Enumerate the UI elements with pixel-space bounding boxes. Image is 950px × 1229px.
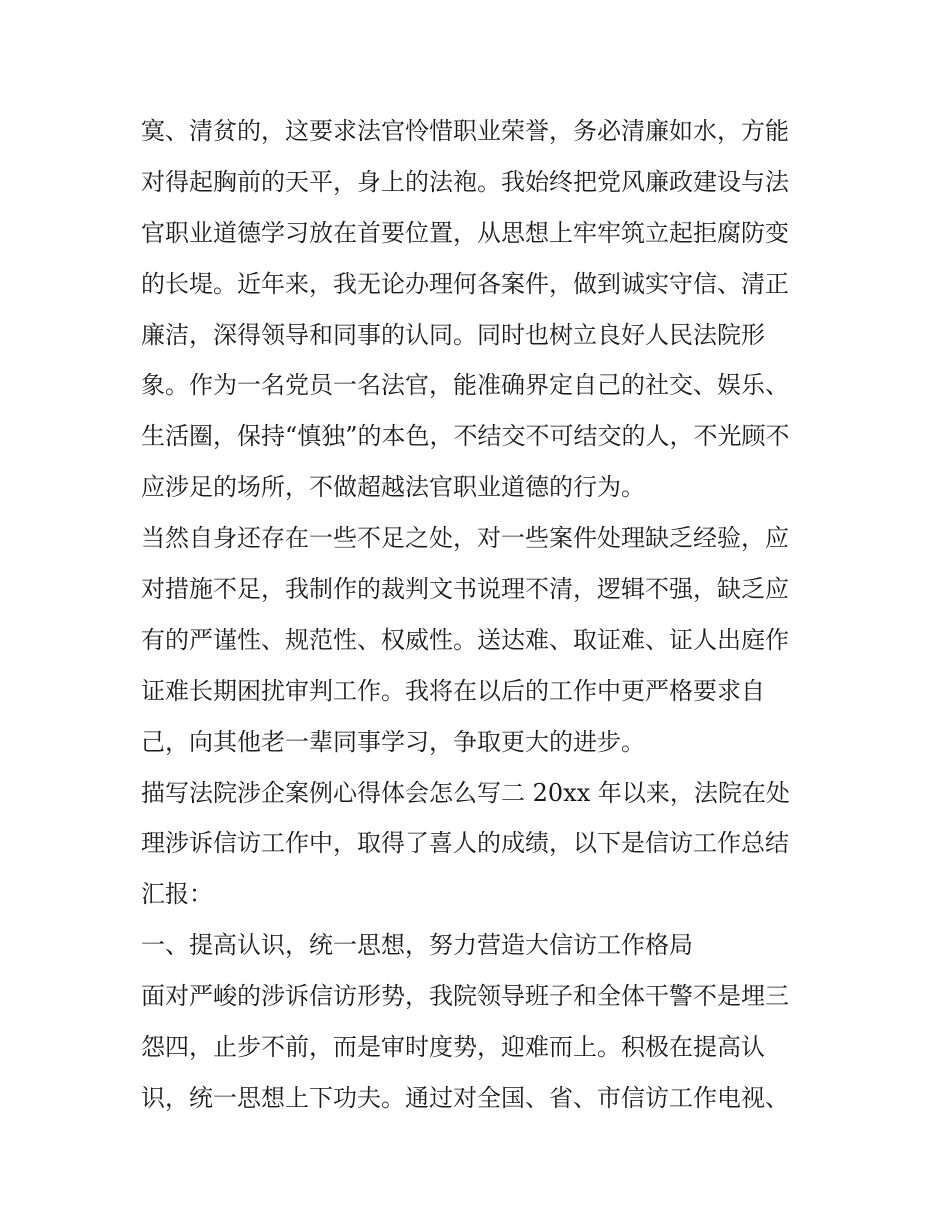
text-line: 己，向其他老一辈同事学习，争取更大的进步。 — [141, 727, 645, 756]
text-line: 识，统一思想上下功夫。通过对全国、省、市信访工作电视、 — [141, 1083, 789, 1112]
section-heading: 一、提高认识，统一思想，努力营造大信访工作格局 — [141, 931, 693, 960]
text-line: 描写法院涉企案例心得体会怎么写二 20xx 年以来，法院在处 — [141, 778, 790, 807]
text-line: 对得起胸前的天平，身上的法袍。我始终把党风廉政建设与法 — [141, 167, 789, 196]
text-line: 官职业道德学习放在首要位置，从思想上牢牢筑立起拒腐防变 — [141, 218, 789, 247]
text-line: 理涉诉信访工作中，取得了喜人的成绩，以下是信访工作总结 — [141, 829, 789, 858]
text-line: 怨四，止步不前，而是审时度势，迎难而上。积极在提高认 — [141, 1033, 765, 1062]
text-line: 证难长期困扰审判工作。我将在以后的工作中更严格要求自 — [141, 676, 765, 705]
text-line: 汇报： — [141, 880, 213, 909]
text-line: 寞、清贫的，这要求法官怜惜职业荣誉，务必清廉如水，方能 — [141, 117, 789, 145]
text-line: 有的严谨性、规范性、权威性。送达难、取证难、证人出庭作 — [141, 625, 789, 654]
text-line: 面对严峻的涉诉信访形势，我院领导班子和全体干警不是埋三 — [141, 982, 789, 1011]
text-line: 廉洁，深得领导和同事的认同。同时也树立良好人民法院形 — [141, 320, 765, 349]
text-line: 对措施不足，我制作的裁判文书说理不清，逻辑不强，缺乏应 — [141, 575, 789, 604]
text-line: 生活圈，保持“慎独”的本色，不结交不可结交的人，不光顾不 — [141, 422, 790, 451]
text-line: 应涉足的场所，不做超越法官职业道德的行为。 — [141, 473, 645, 502]
document-body — [141, 106, 813, 1124]
text-line: 的长堤。近年来，我无论办理何各案件，做到诚实守信、清正 — [141, 269, 789, 298]
text-line: 当然自身还存在一些不足之处，对一些案件处理缺乏经验，应 — [141, 524, 789, 553]
text-line: 象。作为一名党员一名法官，能准确界定自己的社交、娱乐、 — [141, 371, 789, 400]
